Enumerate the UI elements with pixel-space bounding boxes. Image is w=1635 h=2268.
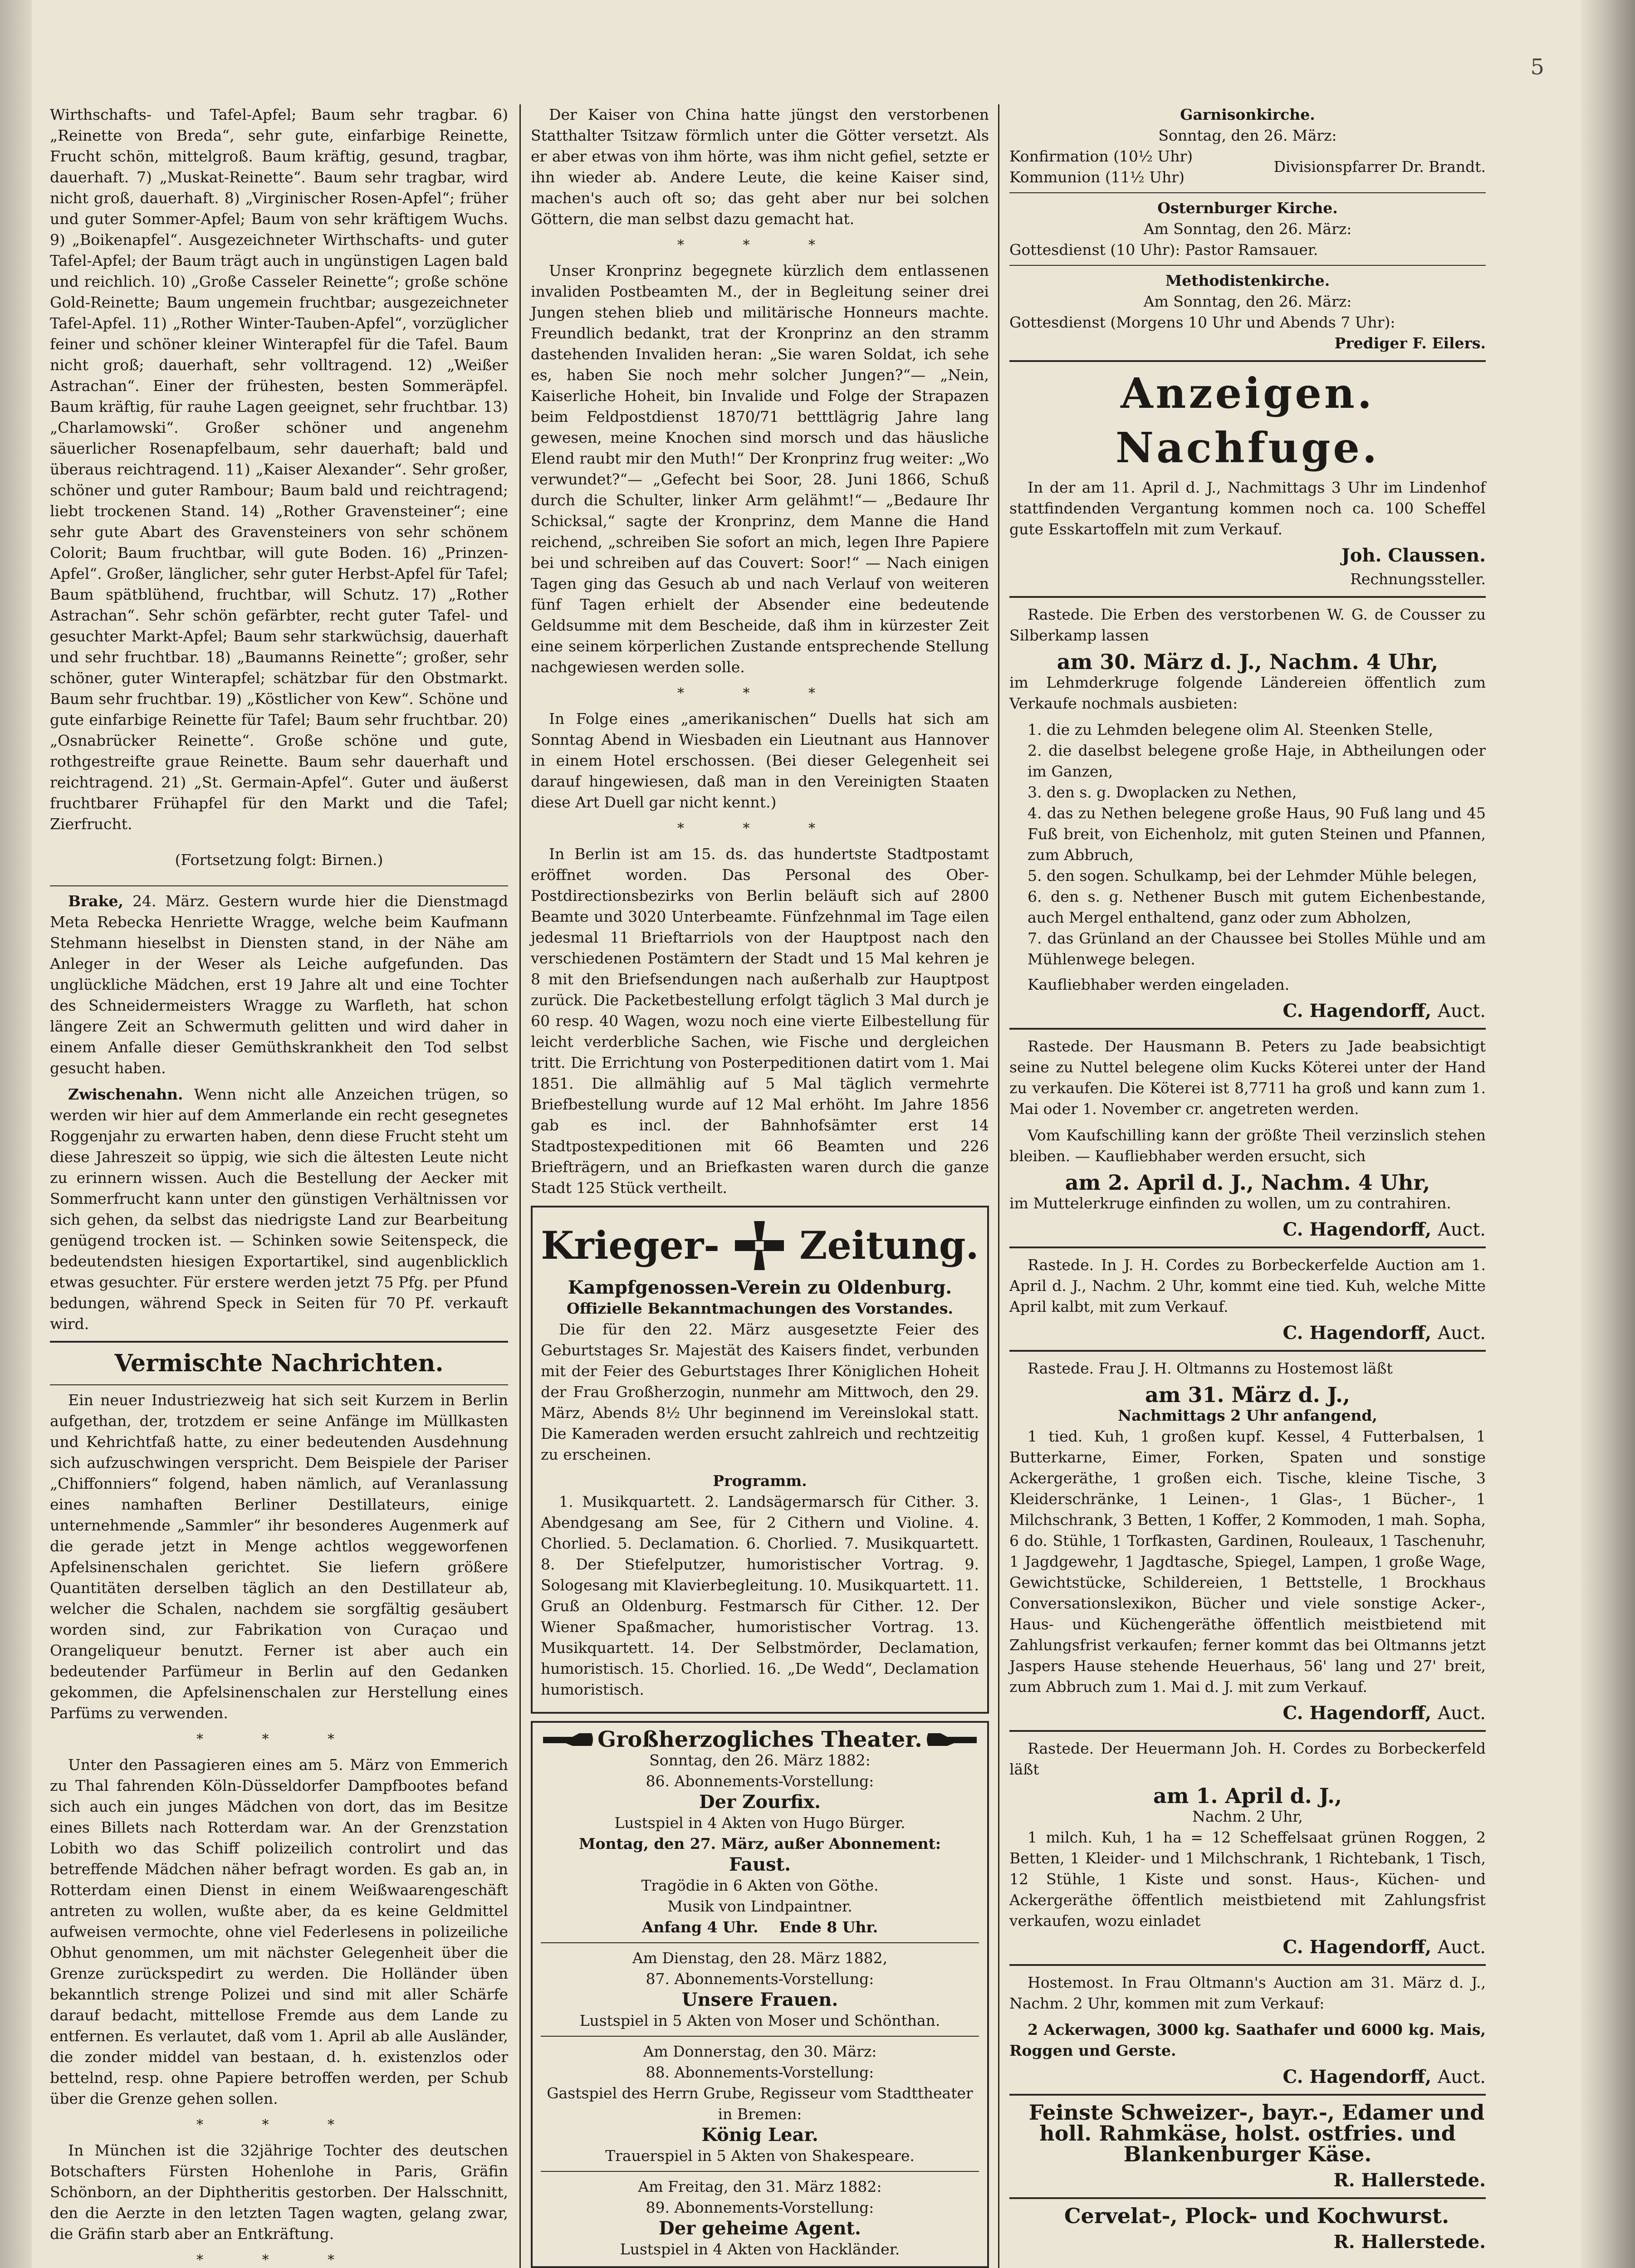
performance-date: Am Dienstag, den 28. März 1882, — [632, 1949, 888, 1967]
verein-announcement: Die für den 22. März ausgesetzte Feier des Geburtstages Sr. Majestät des Kaisers findet, verbunden mit der Feier des Geburtstages Ihrer Königlichen Hoheit der Frau Großherzogin, nunmehr am Mittwoch, den 29. März, Abends 8½ Uhr beginnend im Vereinslokal statt. Die Kameraden werden ersucht zahlreich und rechtzeitig zu erscheinen. — [541, 1320, 979, 1463]
stars-divider: * * * — [196, 2117, 362, 2133]
ad-time: Nachmittags 2 Uhr anfangend, — [1118, 1407, 1377, 1424]
performance-title: Der geheime Agent. — [659, 2218, 861, 2239]
ad-signature — [1009, 1219, 1486, 1240]
ad-signature — [1009, 2067, 1486, 2087]
ad-intro: Rastede. Der Heuermann Joh. H. Cordes zu Borbeckerfeld läßt — [1009, 1740, 1486, 1778]
performance-title: König Lear. — [701, 2124, 818, 2146]
ad-text: Rastede. In J. H. Cordes zu Borbeckerfelde Auction am 1. April d. J., Nachm. 2 Uhr, kommt eine tied. Kuh, welche Mitte April kalbt, mit zum Verkauf. — [1009, 1256, 1486, 1315]
signature-name: C. Hagendorff, — [1283, 1322, 1432, 1344]
signature-name: C. Hagendorff, — [1283, 1219, 1432, 1240]
column-1 — [50, 104, 508, 2268]
ad-intro: Rastede. Die Erben des verstorbenen W. G. de Cousser zu Silberkamp lassen — [1009, 606, 1486, 644]
column-2 — [531, 104, 989, 2268]
zwischenahn-dateline: Zwischenahn. — [68, 1085, 183, 1103]
service-date: Am Sonntag, den 26. März: — [1143, 220, 1352, 238]
ad-signature: R. Hallerstede. — [1333, 2231, 1486, 2253]
news-item-emmerich: Unter den Passagieren eines am 5. März von Emmerich zu Thal fahrenden Köln-Düsseldorfer Dampfbootes befand sich auch ein junges Mädchen von dort, das im Besitze eines Billets nach Rotterdam war. An der Grenzstation Lobith wo das Schiff polizeilich controlirt und das betreffende Mädchen näher befragt worden. Es gab an, in Rotterdam einen Dienst in einem Weißwaarengeschäft antreten zu wollen, wußte aber, da es keine Geldmittel aufweisen vermochte, ohne viel Federlesens in polizeiliche Obhut genommen, um mit nächster Gelegenheit über die Grenze zurückspedirt zu werden. Die Holländer üben bekanntlich strenge Polizei und sind mit aller Schärfe darauf bedacht, mittellose Fremde aus dem Lande zu entfernen. Es verlautet, daß vom 1. April ab alle Ausländer, die zonder middel van bestaan, d. h. existenzlos oder bettelnd, resp. ohne Papiere betroffen werden, per Schub über die Grenze gehen sollen. — [50, 1756, 508, 2107]
signature-role: Auct. — [1438, 1323, 1486, 1344]
signature-name: C. Hagendorff, — [1283, 1000, 1432, 1022]
masthead-left: Krieger- — [541, 1223, 720, 1268]
zwischenahn-text: Wenn nicht alle Anzeichen trügen, so werden wir hier auf dem Ammerlande ein recht gesegnetes Roggenjahr zu erwarten haben, denn diese Frucht steht um diese Jahreszeit so üppig, wie sich die ältesten Leute nicht zu erinnern wissen. Auch die Bestellung der Aecker mit Sommerfrucht kann unter den günstigen Verhältnissen vor sich gehen, da selbst das niedrigste Land zur Bearbeitung genügend trocken ist. — Schinken sowie Seitenspeck, die bedeutendsten hiesigen Exportartikel, sind augenblicklich etwas gesuchter. Für erstere werden jetzt 75 Pfg. per Pfund bedungen, während Speck in Seiten für 70 Pf. verkauft wird. — [50, 1085, 509, 1333]
list-item: 5. den sogen. Schulkamp, bei der Lehmder Mühle belegen, — [1028, 867, 1477, 885]
performance-title: Unsere Frauen. — [681, 1989, 838, 2010]
divider — [50, 885, 508, 886]
list-item: 3. den s. g. Dwoplacken zu Nethen, — [1028, 783, 1297, 801]
divider — [1009, 1350, 1486, 1352]
ad-text: 1 milch. Kuh, 1 ha = 12 Scheffelsaat grünen Roggen, 2 Betten, 1 Kleider- und 1 Milchschrank, 1 Richtebank, 1 Tisch, 12 Stühle, 1 Kiste und sonst. Haus-, Küchen- und Ackergeräthe öffentlich meistbietend mit Zahlungsfrist verkaufen, wozu einladet — [1009, 1828, 1486, 1930]
pointing-hand-icon — [925, 1730, 979, 1749]
news-item-apfelsinenschalen: Ein neuer Industriezweig hat sich seit Kurzem in Berlin aufgethan, der, trotzdem er seine Anfänge im Müllkasten und Kehrichtfaß hatte, zu einer bedeutenden Ausdehnung sich aufzuschwingen verspricht. Dem Beispiele der Pariser „Chiffonniers“ folgend, haben nämlich, auf Veranlassung eines namhaften Berliner Destillateurs, einige unternehmende „Sammler“ ihr besonderes Augenmerk auf die gerade jetzt in Menge achtlos weggeworfenen Apfelsinenschalen gerichtet. Sie liefern größere Quantitäten derselben täglich an den Destillateur ab, welcher die Schalen, nachdem sie sorgfältig gesäubert worden sind, zur Fabrikation von Curaçao und Orangeliqueur benutzt. Ferner ist aber auch ein bedeutender Parfümeur in Berlin auf den Gedanken gekommen, die Apfelsinenschalen zur Herstellung eines Parfüms zu verwenden. — [50, 1391, 508, 1722]
end-time: Ende 8 Uhr. — [779, 1918, 878, 1936]
theater-header — [541, 1729, 979, 1750]
news-item-duell: In Folge eines „amerikanischen“ Duells hat sich am Sonntag Abend in Wiesbaden ein Lieutnant aus Hannover in einem Hotel erschossen. (Bei dieser Gelegenheit sei darauf hingewiesen, daß man in den Vereinigten Staaten diese Art Duell gar nicht kennt.) — [531, 710, 989, 811]
property-list — [1028, 719, 1486, 970]
news-item-stadtpostamt: In Berlin ist am 15. ds. das hundertste Stadtpostamt eröffnet worden. Das Personal des Ober-Postdirectionsbezirks von Berlin beläuft sich auf 2800 Beamte und 3020 Unterbeamte. Fünfzehnmal im Tage eilen jedesmal 11 Brieftarriols von der Hauptpost nach den verschiedenen Postämtern der Stadt und 15 Mal kehren je 8 mit den Briefsendungen nach außerhalb zur Hauptpost zurück. Die Packetbestellung erfolgt täglich 3 Mal durch je 60 resp. 40 Wagen, wozu noch eine vierte Eilbestellung für leicht verderbliche Sachen, wie Fische und dergleichen tritt. Die Errichtung von Posterpeditionen datirt vom 1. Mai 1851. Die allmählig auf 5 Mal täglich vermehrte Briefbestellung wurde auf 12 Mal erhöht. Im Jahre 1856 gab es incl. der Bahnhofsämter erst 14 Stadtpostexpeditionen mit 66 Beamten und 226 Briefträgern, und an Briefkasten waren durch die ganze Stadt 125 Stück vertheilt. — [531, 845, 989, 1197]
column-rule — [998, 104, 999, 2268]
list-item: 7. das Grünland an der Chaussee bei Stolles Mühle und am Mühlenwege belegen. — [1028, 929, 1486, 968]
ad-text: Hostemost. In Frau Oltmann's Auction am 31. März d. J., Nachm. 2 Uhr, kommen mit zum Verkauf: — [1009, 1974, 1486, 2012]
krieger-zeitung-box — [531, 1206, 989, 1714]
performance-title: Faust. — [729, 1854, 791, 1875]
service-line: Gottesdienst (Morgens 10 Uhr und Abends 7 Uhr): — [1009, 313, 1395, 331]
performance-times — [541, 1917, 979, 1938]
ad-signature: R. Hallerstede. — [1333, 2170, 1486, 2191]
verein-title: Kampfgenossen-Verein zu Oldenburg. — [568, 1277, 952, 1298]
news-item-china: Der Kaiser von China hatte jüngst den verstorbenen Statthalter Tsitzaw förmlich unter die Götter versetzt. Als er aber etwas von ihm hörte, was ihm nicht gefiel, setzte er ihn wieder ab. Andere Leute, die keine Kaiser sind, machen's auch oft so; das geht aber nur bei solchen Göttern, die man selbst dazu gemacht hat. — [531, 106, 989, 228]
ad-time: Nachm. 2 Uhr, — [1192, 1808, 1303, 1825]
divider — [50, 1341, 508, 1343]
divider — [1009, 1730, 1486, 1732]
sausage-ad-text: Cervelat-, Plock- und Kochwurst. — [1064, 2204, 1449, 2228]
performance-guest: Gastspiel des Herrn Grube, Regisseur vom Stadttheater in Bremen: — [547, 2084, 973, 2123]
section-heading-vermischte: Vermischte Nachrichten. — [114, 1349, 444, 1377]
binding-edge — [0, 0, 32, 2268]
signature-name: C. Hagendorff, — [1283, 1936, 1432, 1958]
stars-divider: * * * — [196, 1731, 362, 1747]
performance-music: Musik von Lindpaintner. — [667, 1897, 852, 1915]
divider — [1009, 1964, 1486, 1966]
masthead-right: Zeitung. — [799, 1223, 979, 1268]
signature-role: Auct. — [1438, 1219, 1486, 1240]
ad-signature — [1009, 1703, 1486, 1724]
service-line: Konfirmation (10½ Uhr) — [1009, 147, 1193, 165]
divider — [1009, 265, 1486, 266]
ad-signature — [1009, 1323, 1486, 1344]
ad-close: im Muttelerkruge einfinden zu wollen, um zu contrahiren. — [1009, 1194, 1451, 1212]
service-line: Kommunion (11½ Uhr) — [1009, 168, 1185, 186]
zwischenahn-article — [50, 1084, 508, 1334]
signature-role: Auct. — [1438, 1703, 1486, 1724]
ad-date: am 31. März d. J., — [1145, 1383, 1351, 1407]
stars-divider: * * * — [677, 237, 843, 253]
performance-description: Lustspiel in 4 Akten von Hugo Bürger. — [614, 1814, 906, 1832]
divider — [1009, 192, 1486, 193]
theater-box — [531, 1721, 989, 2268]
list-item: 1. die zu Lehmden belegene olim Al. Steenken Stelle, — [1028, 721, 1433, 738]
performance-description: Lustspiel in 5 Akten von Moser und Schönthan. — [579, 2012, 940, 2029]
ad-date: am 2. April d. J., Nachm. 4 Uhr, — [1065, 1170, 1430, 1195]
list-item: 6. den s. g. Nethener Busch mit gutem Eichenbestande, auch Mergel enthaltend, ganz oder zum Abholzen, — [1028, 888, 1486, 926]
divider — [1009, 360, 1486, 362]
stars-divider: * * * — [677, 821, 843, 836]
service-line: Gottesdienst (10 Uhr): Pastor Ramsauer. — [1009, 241, 1318, 259]
brake-article — [50, 891, 508, 1079]
performance-date: Montag, den 27. März, außer Abonnement: — [579, 1835, 941, 1853]
programm-list: 1. Musikquartett. 2. Landsägermarsch für Cither. 3. Abendgesang am See, für 2 Cithern und Violine. 4. Chorlied. 5. Declamation. 6. Chorlied. 7. Musikquartett. 8. Der Stiefelputzer, humoristischer Vortrag. 9. Sologesang mit Klavierbegleitung. 10. Musikquartett. 11. Gruß an Oldenburg. Festmarsch für Cither. 12. Der Wiener Spaßmacher, humoristischer Vortrag. 13. Musikquartett. 14. Der Selbstmörder, Declamation, humoristisch. 15. Chorlied. 16. „De Wedd“, Declamation humoristisch. — [541, 1493, 979, 1698]
continuation-note: (Fortsetzung folgt: Birnen.) — [175, 851, 383, 869]
divider — [1009, 596, 1486, 598]
divider — [541, 2171, 979, 2172]
stars-divider: * * * — [196, 2252, 362, 2268]
ad-text: im Lehmderkruge folgende Ländereien öffentlich zum Verkaufe nochmals ausbieten: — [1009, 674, 1486, 712]
apple-varieties-text: Wirthschafts- und Tafel-Apfel; Baum sehr tragbar. 6) „Reinette von Breda“, sehr gute, einfarbige Reinette, Frucht schön, mittelgroß. Baum kräftig, gesund, tragbar, dauerhaft. 7) „Muskat-Reinette“. Baum sehr tragbar, wird nicht groß, dauerhaft. 8) „Virginischer Rosen-Apfel“; früher und guter Sommer-Apfel; Baum von sehr kräftigem Wuchs. 9) „Boikenapfel“. Ausgezeichneter Wirthschafts- und guter Tafel-Apfel; der Baum trägt auch in ungünstigen Lagen bald und reichlich. 10) „Große Casseler Reinette“; große schöne Gold-Reinette; Baum ungemein fruchtbar; ausgezeichneter Tafel-Apfel. 11) „Rother Winter-Tauben-Apfel“, vorzüglicher feiner und schöner kleiner Winterapfel für die Tafel. Baum nicht groß; dauerhaft, sehr volltragend. 12) „Weißer Astrachan“. Einer der frühesten, besten Sommeräpfel. Baum kräftig, für rauhe Lagen geeignet, sehr fruchtbar. 13) „Charlamowski“. Großer schöner und angenehm säuerlicher Rosenapfelbaum, sehr dauerhaft; bald und überaus reichtragend. 11) „Kaiser Alexander“. Sehr großer, schöner und guter Rambour; Baum bald und reichtragend; liebt trockenen Stand. 14) „Rother Gravensteiner“; eine sehr gute Abart des Gravensteiners von sehr schönem Colorit; Baum fruchtbar, will gute Boden. 16) „Prinzen-Apfel“. Großer, länglicher, sehr guter Herbst-Apfel für Tafel; Baum spätblühend, fruchtbar, will Schutz. 17) „Rother Astrachan“. Sehr schön gefärbter, recht guter Tafel- und gesuchter Markt-Apfel; Baum sehr starkwüchsig, dauerhaft und sehr fruchtbar. 18) „Baumanns Reinette“; großer, sehr schöner, guter Winterapfel; schätzbar für den Obstmarkt. Baum sehr fruchtbar. 19) „Köstlicher von Kew“. Schöne und gute einfarbige Reinette für Tafel; Baum sehr fruchtbar. 20) „Osnabrücker Reinette“. Große schöne und gute, rothgestreifte graue Reinette. Baum sehr dauerhaft und reichtragend. 21) „St. Germain-Apfel“. Guter und äußerst fruchtbarer Frühapfel für den Markt und die Tafel; Zierfrucht. — [50, 106, 508, 833]
church-name: Methodistenkirche. — [1165, 272, 1330, 289]
page-stack-edge — [1581, 0, 1635, 2268]
news-item-kronprinz: Unser Kronprinz begegnete kürzlich dem entlassenen invaliden Postbeamten M., der in Begleitung seiner drei Jungen stehen blieb und militärische Honneurs machte. Freundlich bedankt, trat der Kronprinz an den stramm dastehenden Invaliden heran: „Sie waren Soldat, ich sehe es, haben Sie noch mehr solcher Jungen?“— „Nein, Kaiserliche Hoheit, bin Invalide und Folge der Strapazen beim Feldpostdienst 1870/71 betttlägrig Jahre lang gewesen, meine Knochen sind morsch und das häusliche Elend raubt mir den Muth!“ Der Kronprinz frug weiter: „Wo verwundet?“— „Gefecht bei Soor, 28. Juni 1866, Schuß durch die Schulter, linker Arm gelähmt!“— „Bedaure Ihr Schicksal,“ sagte der Kronprinz, dem Manne die Hand reichend, „schreiben Sie sofort an mich, legen Ihre Papiere bei und schreiben auf das Couvert: Soor!“ — Nach einigen Tagen ging das Gesuch ab und nach Verlauf von weiteren fünf Tagen erhielt der Absender eine bedeutende Geldsumme mit dem Bescheide, daß ihm in kürzester Zeit eine seinem körperlichen Zustande entsprechende Stellung nachgewiesen werden solle. — [531, 262, 989, 676]
divider — [541, 1942, 979, 1943]
ad-text: Vom Kaufschilling kann der größte Theil verzinslich stehen bleiben. — Kaufliebhaber werden ersucht, sich — [1009, 1126, 1486, 1165]
verein-subtitle: Offizielle Bekanntmachungen des Vorstandes. — [567, 1300, 953, 1317]
ad-close: Kaufliebhaber werden eingeladen. — [1028, 976, 1290, 993]
ad-text: 1 tied. Kuh, 1 großen kupf. Kessel, 4 Futterbalsen, 1 Butterkarne, Eimer, Forken, Spaten und sonstige Ackergeräthe, 1 großen eich. Tische, kleine Tische, 3 Kleiderschränke, 1 Leinen-, 1 Glas-, 1 Bücher-, 1 Milchschrank, 3 Betten, 1 Koffer, 2 Kommoden, 1 mah. Sopha, 6 do. Stühle, 1 Torfkasten, Gardinen, Rouleaux, 1 Taschenuhr, 1 Jagdgewehr, 1 Jagdtasche, Spiegel, Lampen, 1 große Wage, Gewichtstücke, Schildereien, 1 Bettstelle, 1 Brockhaus Conversationslexikon, Bücher und viele sonstige Acker-, Haus- und Küchengeräthe öffentlich meistbietend mit Zahlungsfrist verkaufen; ferner kommt das bei Oltmanns jetzt Jaspers Hause stehende Heuerhaus, 56' lang und 27' breit, zum Abbruch zum 1. Mai d. J. mit zum Verkauf. — [1009, 1427, 1486, 1696]
divider — [1009, 2197, 1486, 2199]
ad-signature — [1009, 1937, 1486, 1958]
pointing-hand-icon — [541, 1730, 595, 1749]
ad-items: 2 Ackerwagen, 3000 kg. Saathafer und 6000 kg. Mais, Roggen und Gerste. — [1009, 2021, 1486, 2059]
list-item: 2. die daselbst belegene große Haje, in Abtheilungen oder im Ganzen, — [1028, 742, 1486, 780]
performance-description: Lustspiel in 4 Akten von Hackländer. — [620, 2240, 900, 2258]
anzeigen-heading: Anzeigen. — [1121, 369, 1375, 418]
ad-signature-role: Rechnungssteller. — [1350, 570, 1486, 588]
column-rule — [519, 104, 521, 2268]
nachfuge-heading: Nachfuge. — [1116, 423, 1380, 472]
service-pastor: Prediger F. Eilers. — [1334, 334, 1486, 352]
signature-name: C. Hagendorff, — [1283, 2066, 1432, 2087]
start-time: Anfang 4 Uhr. — [641, 1918, 759, 1936]
signature-role: Auct. — [1438, 1937, 1486, 1958]
service-date: Sonntag, den 26. März: — [1158, 127, 1337, 144]
column-3 — [1009, 104, 1486, 2255]
page-number: 5 — [1530, 54, 1544, 80]
ad-text: Rastede. Der Hausmann B. Peters zu Jade beabsichtigt seine zu Nuttel belegene olim Kucks Köterei unter der Hand zu verkaufen. Die Köterei ist 8,7711 ha groß und kann zum 1. Mai oder 1. November cr. angetreten werden. — [1009, 1037, 1486, 1118]
signature-role: Auct. — [1438, 1001, 1486, 1022]
divider — [541, 2036, 979, 2037]
list-item: 4. das zu Nethen belegene große Haus, 90 Fuß lang und 45 Fuß breit, von Eichenholz, mit guten Steinen und Pfannen, zum Abbruch, — [1028, 804, 1486, 864]
brake-dateline: Brake, — [68, 892, 124, 910]
divider — [1009, 1246, 1486, 1248]
church-name: Osternburger Kirche. — [1157, 199, 1338, 217]
performance-date: Am Freitag, den 31. März 1882: — [638, 2178, 882, 2195]
performance-subscription: 88. Abonnements-Vorstellung: — [646, 2063, 874, 2081]
service-block — [1009, 146, 1486, 188]
signature-name: C. Hagendorff, — [1283, 1702, 1432, 1724]
performance-title: Der Zourfix. — [699, 1791, 821, 1813]
signature-role: Auct. — [1438, 2067, 1486, 2087]
theater-title: Großherzogliches Theater. — [597, 1727, 922, 1752]
stars-divider: * * * — [677, 685, 843, 701]
ad-date: am 1. April d. J., — [1153, 1784, 1342, 1808]
programm-label: Programm. — [713, 1472, 807, 1490]
iron-cross-icon — [732, 1218, 787, 1273]
ad-signature — [1009, 1001, 1486, 1022]
news-item-muenchen: In München ist die 32jährige Tochter des deutschen Botschafters Fürsten Hohenlohe in Paris, Gräfin Schönborn, an der Diphtheritis gestorben. Der Halsschnitt, den die Aerzte in den letzten Tagen wagten, gelang zwar, die Gräfin starb aber an Entkräftung. — [50, 2141, 508, 2243]
ad-intro: Rastede. Frau J. H. Oltmanns zu Hostemost läßt — [1028, 1359, 1393, 1377]
cheese-ad-text: Feinste Schweizer-, bayr.-, Edamer und holl. Rahmkäse, holst. ostfries. und Blankenburger Käse. — [1028, 2100, 1485, 2166]
performance-description: Trauerspiel in 5 Akten von Shakespeare. — [605, 2147, 915, 2165]
church-name: Garnisonkirche. — [1180, 106, 1315, 123]
divider — [50, 1384, 508, 1385]
performance-date: Sonntag, den 26. März 1882: — [649, 1751, 871, 1769]
ad-signature: Joh. Claussen. — [1341, 545, 1486, 566]
service-date: Am Sonntag, den 26. März: — [1143, 293, 1352, 310]
ad-date: am 30. März d. J., Nachm. 4 Uhr, — [1057, 650, 1439, 674]
divider — [1009, 2094, 1486, 2096]
krieger-zeitung-masthead — [541, 1218, 979, 1273]
divider — [1009, 1028, 1486, 1030]
performance-description: Tragödie in 6 Akten von Göthe. — [641, 1877, 879, 1894]
performance-subscription: 86. Abonnements-Vorstellung: — [646, 1772, 874, 1790]
performance-subscription: 89. Abonnements-Vorstellung: — [646, 2199, 874, 2216]
performance-subscription: 87. Abonnements-Vorstellung: — [646, 1970, 874, 1988]
brake-text: 24. März. Gestern wurde hier die Dienstmagd Meta Rebecka Henriette Wragge, welche beim Kaufmann Stehmann hieselbst in Diensten stand, in der Nähe am Anleger in der Weser als Leiche aufgefunden. Das unglückliche Mädchen, erst 19 Jahre alt und eine Tochter des Schneidermeisters Wragge zu Warfleth, hat schon längere Zeit an Schwermuth gelitten und wird daher in einem Anfalle dieser Gemüthskrankheit den Tod selbst gesucht haben. — [50, 892, 508, 1077]
performance-date: Am Donnerstag, den 30. März: — [643, 2043, 877, 2060]
service-pastor: Divisionspfarrer Dr. Brandt. — [1273, 158, 1486, 176]
nachfuge-text: In der am 11. April d. J., Nachmittags 3 Uhr im Lindenhof stattfindenden Vergantung kommen noch ca. 100 Scheffel gute Esskartoffeln mit zum Verkauf. — [1009, 479, 1486, 538]
